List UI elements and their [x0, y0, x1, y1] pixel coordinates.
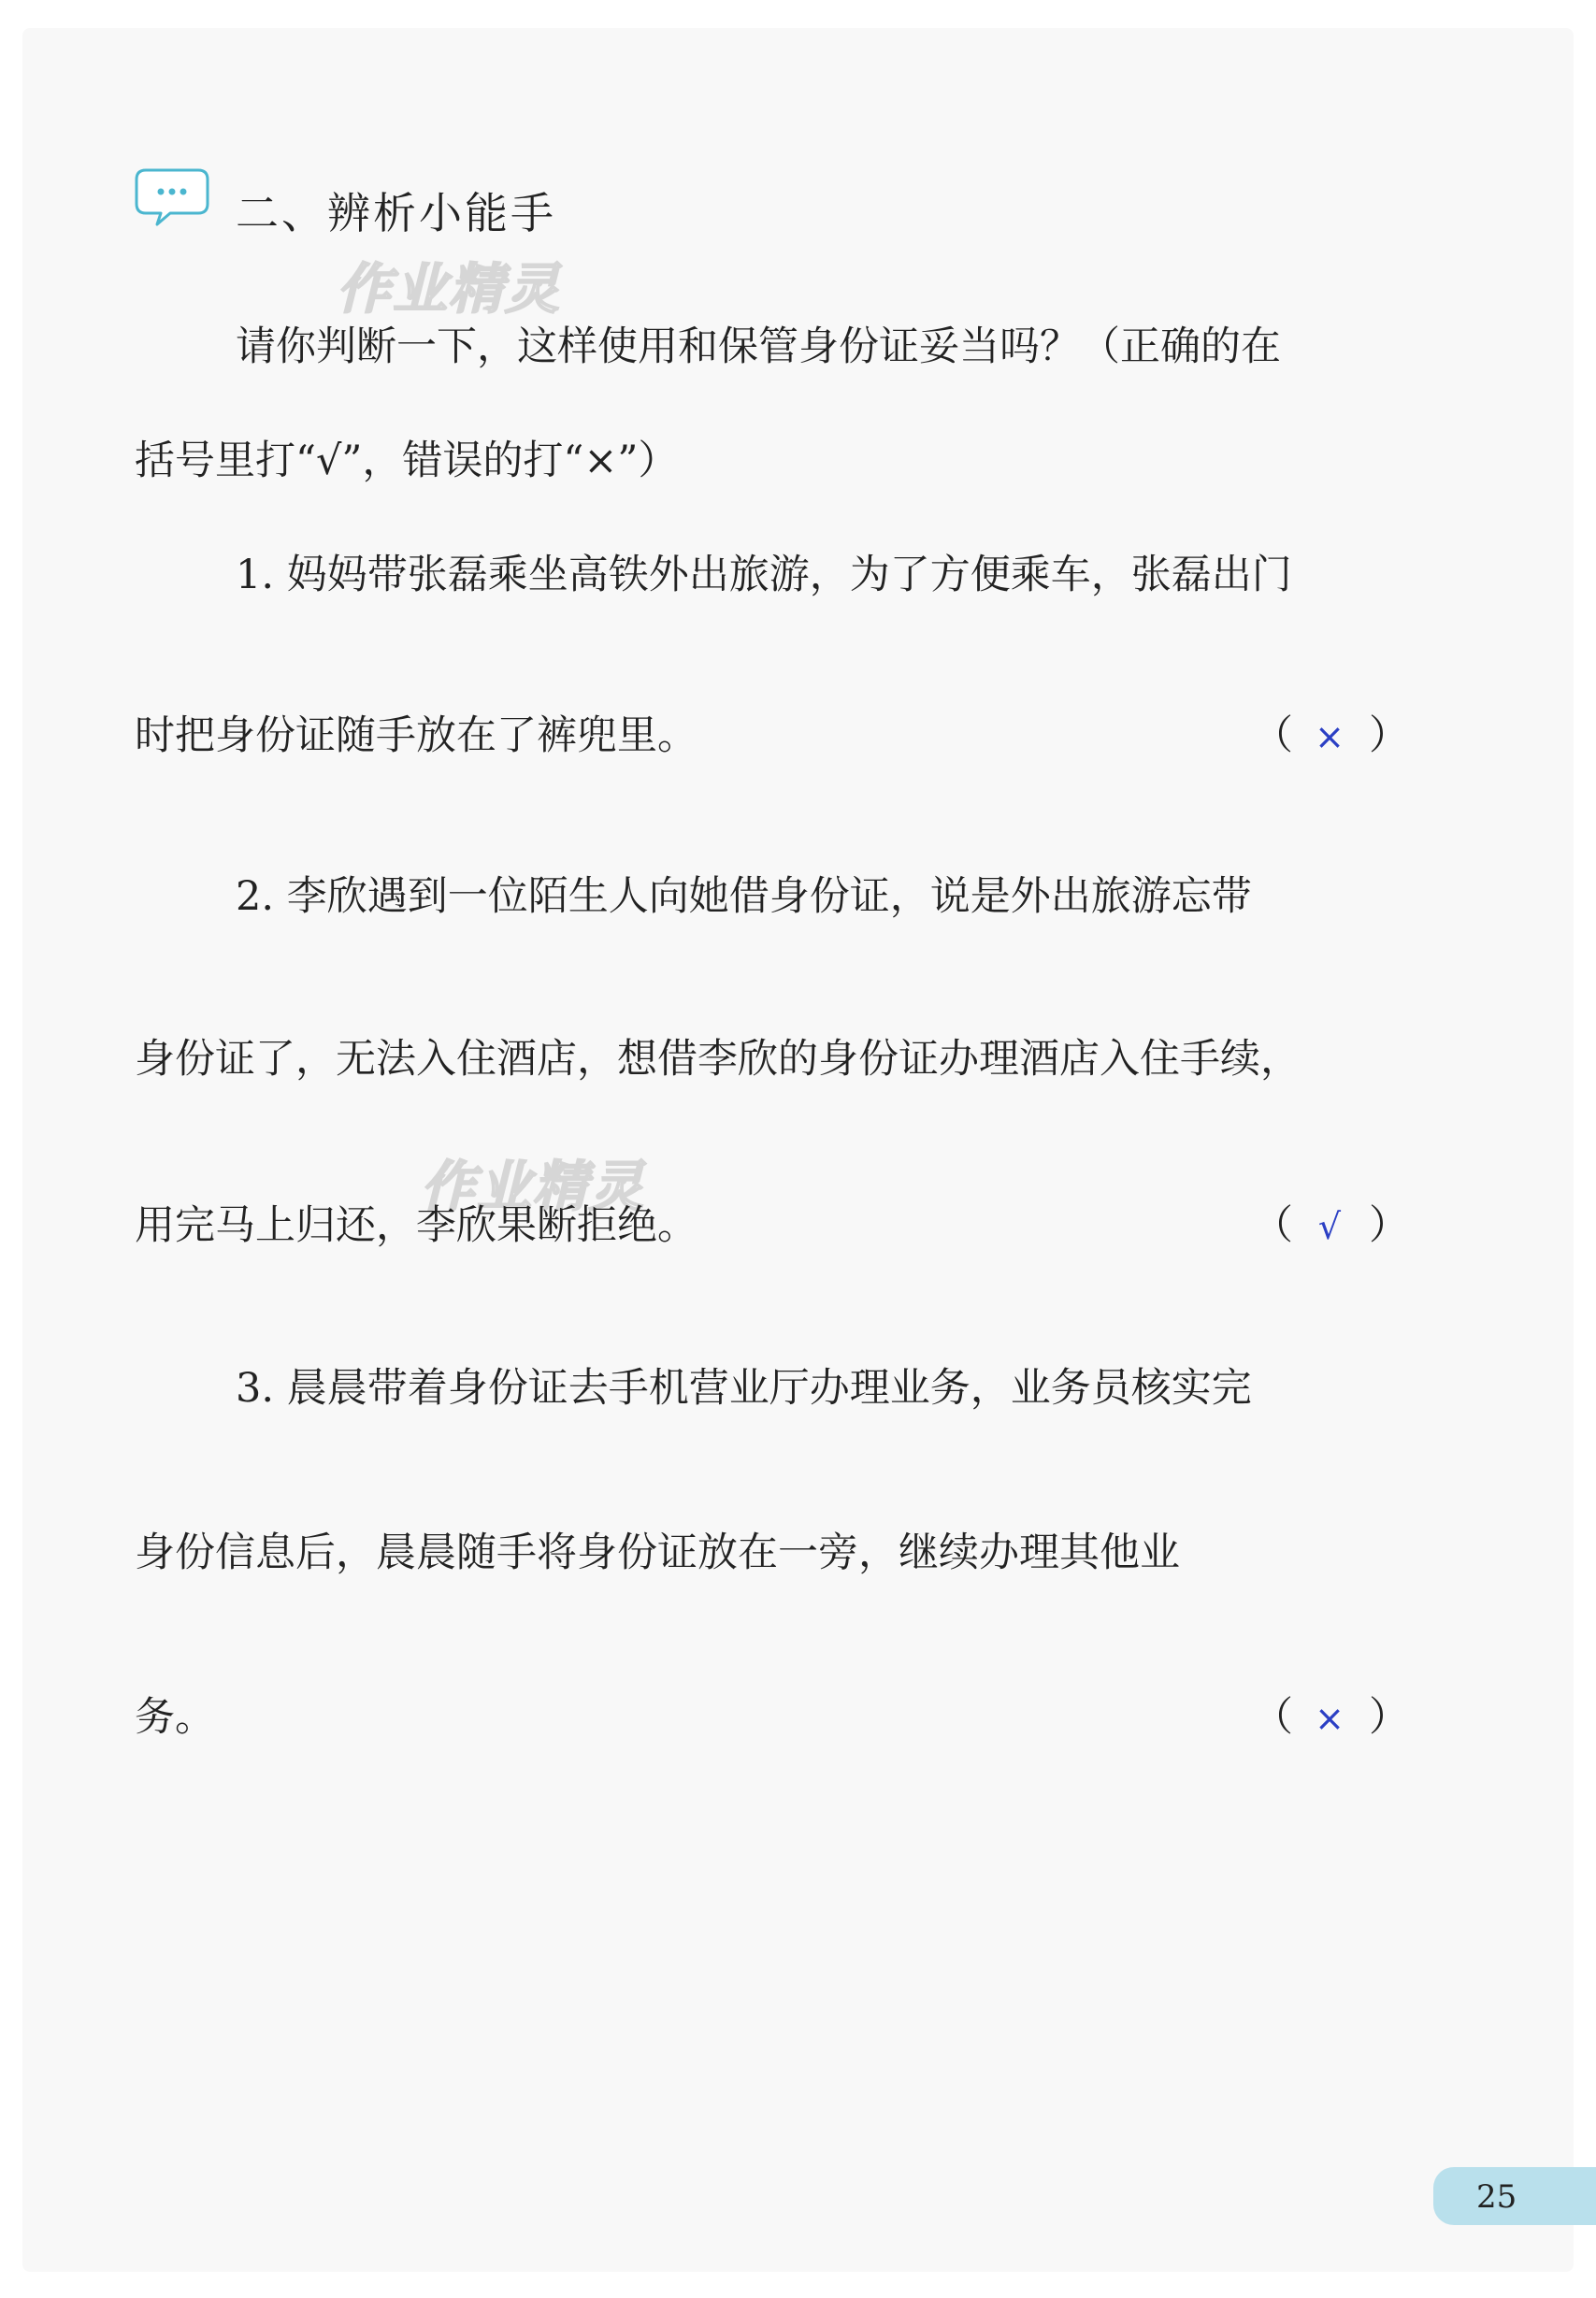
watermark: 作业精灵: [421, 1155, 646, 1218]
question-2-answer: √: [1317, 1206, 1342, 1247]
question-2-line-2: 身份证了，无法入住酒店，想借李欣的身份证办理酒店入住手续，: [135, 1036, 1301, 1083]
question-1-line-2: 时把身份证随手放在了裤兜里。: [135, 712, 697, 759]
instruction-line-1: 请你判断一下，这样使用和保管身份证妥当吗？（正确的在: [236, 323, 1281, 370]
question-2-line-1: 2. 李欣遇到一位陌生人向她借身份证，说是外出旅游忘带: [236, 873, 1252, 920]
open-paren: （: [1253, 1202, 1293, 1249]
question-3-line-3: 务。: [135, 1694, 215, 1741]
question-3-line-1: 3. 晨晨带着身份证去手机营业厅办理业务，业务员核实完: [236, 1365, 1252, 1412]
question-3-answer: ×: [1315, 1698, 1344, 1739]
speech-bubble-icon: [133, 166, 211, 228]
question-1-line-1: 1. 妈妈带张磊乘坐高铁外出旅游，为了方便乘车，张磊出门: [236, 552, 1292, 598]
close-paren: ）: [1369, 1202, 1409, 1249]
close-paren: ）: [1369, 712, 1409, 759]
instruction-line-2: 括号里打“√”，错误的打“×”）: [135, 438, 679, 484]
question-3-answer-bracket: [1253, 1694, 1409, 1741]
question-2-answer-bracket: [1253, 1202, 1409, 1249]
open-paren: （: [1253, 712, 1293, 759]
question-3-line-2: 身份信息后，晨晨随手将身份证放在一旁，继续办理其他业: [135, 1530, 1180, 1576]
open-paren: （: [1253, 1694, 1293, 1741]
page-number-tab: [1433, 2167, 1596, 2225]
section-title: 二、辨析小能手: [236, 188, 556, 238]
close-paren: ）: [1369, 1694, 1409, 1741]
question-2-line-3: 用完马上归还，李欣果断拒绝。: [135, 1202, 697, 1249]
question-1-answer: ×: [1315, 716, 1344, 757]
page-number: 25: [1476, 2178, 1517, 2216]
watermark: 作业精灵: [337, 257, 562, 321]
question-1-answer-bracket: [1253, 712, 1409, 759]
